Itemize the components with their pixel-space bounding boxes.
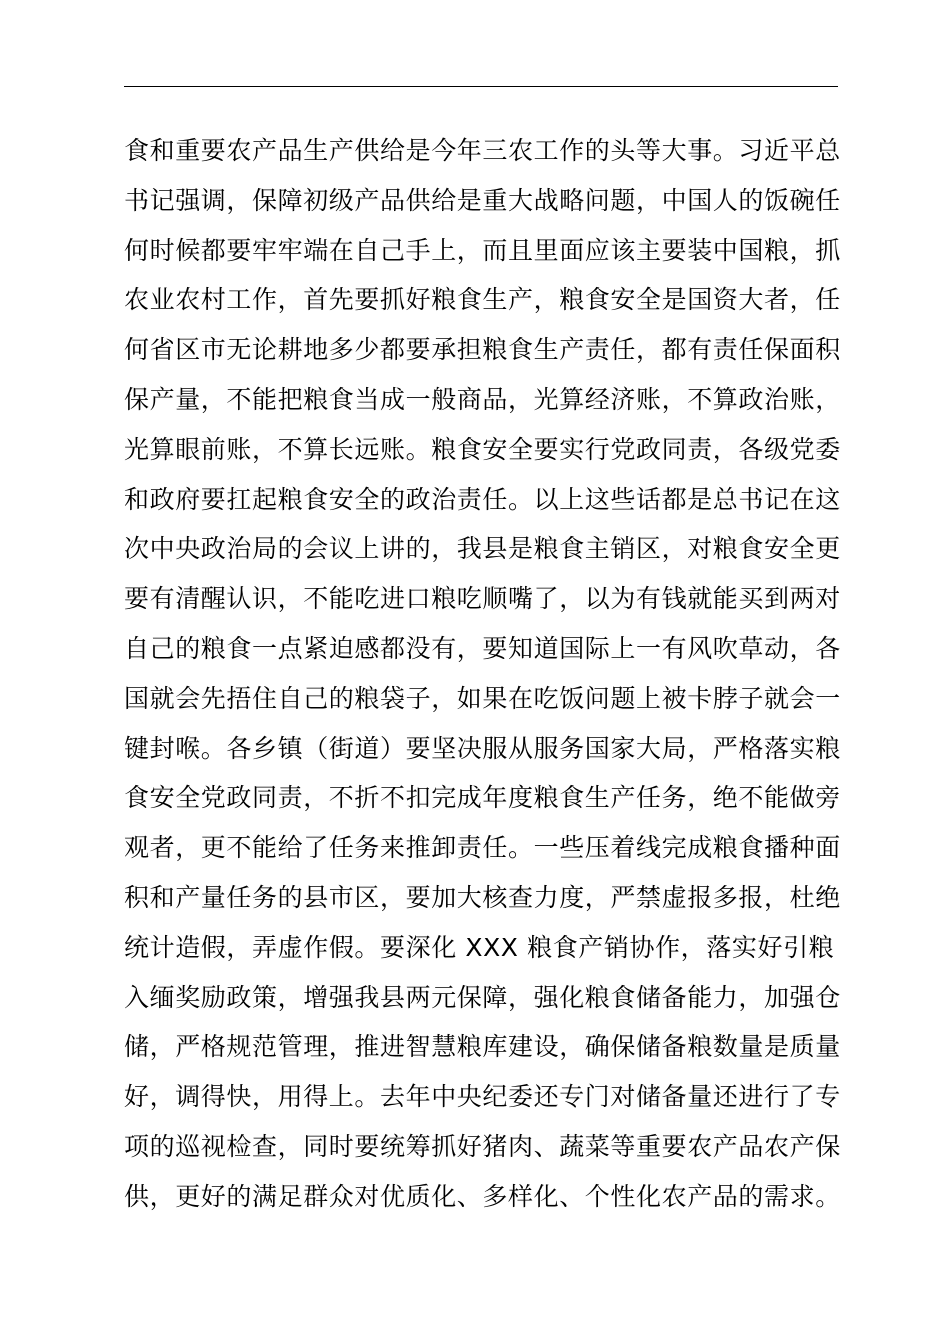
text-line: 何省区市无论耕地多少都要承担粮食生产责任，都有责任保面积 [124,335,841,365]
text-line: 自己的粮食一点紧迫感都没有，要知道国际上一有风吹草动，各 [124,633,841,663]
text-line: 国就会先捂住自己的粮袋子，如果在吃饭问题上被卡脖子就会一 [124,683,841,713]
text-line: 项的巡视检查，同时要统筹抓好猪肉、蔬菜等重要农产品农产保 [124,1131,841,1161]
text-line: 食安全党政同责，不折不扣完成年度粮食生产任务，绝不能做旁 [124,783,841,813]
text-line: 和政府要扛起粮食安全的政治责任。以上这些话都是总书记在这 [124,484,841,514]
text-line: 好，调得快，用得上。去年中央纪委还专门对储备量还进行了专 [124,1082,841,1112]
text-line: 积和产量任务的县市区，要加大核查力度，严禁虚报多报，杜绝 [124,882,841,912]
text-line: 观者，更不能给了任务来推卸责任。一些压着线完成粮食播种面 [124,833,841,863]
body-paragraph [124,126,844,1222]
text-line: 保产量，不能把粮食当成一般商品，光算经济账，不算政治账， [124,384,841,414]
text-line: 次中央政治局的会议上讲的，我县是粮食主销区，对粮食安全更 [124,534,841,564]
header-rule [124,86,838,87]
text-line: 统计造假，弄虚作假。要深化 XXX 粮食产销协作，落实好引粮 [124,932,835,962]
text-line: 光算眼前账，不算长远账。粮食安全要实行党政同责，各级党委 [124,434,841,464]
text-line: 书记强调，保障初级产品供给是重大战略问题，中国人的饭碗任 [124,185,841,215]
text-line: 键封喉。各乡镇（街道）要坚决服从服务国家大局，严格落实粮 [124,733,841,763]
text-line: 何时候都要牢牢端在自己手上，而且里面应该主要装中国粮，抓 [124,235,841,265]
text-line: 农业农村工作，首先要抓好粮食生产，粮食安全是国资大者，任 [124,285,841,315]
text-line: 供，更好的满足群众对优质化、多样化、个性化农产品的需求。 [124,1181,841,1211]
text-line: 储，严格规范管理，推进智慧粮库建设，确保储备粮数量是质量 [124,1032,841,1062]
text-line: 入缅奖励政策，增强我县两元保障，强化粮食储备能力，加强仓 [124,982,841,1012]
text-line: 要有清醒认识，不能吃进口粮吃顺嘴了，以为有钱就能买到两对 [124,584,841,614]
text-line: 食和重要农产品生产供给是今年三农工作的头等大事。习近平总 [124,136,841,165]
